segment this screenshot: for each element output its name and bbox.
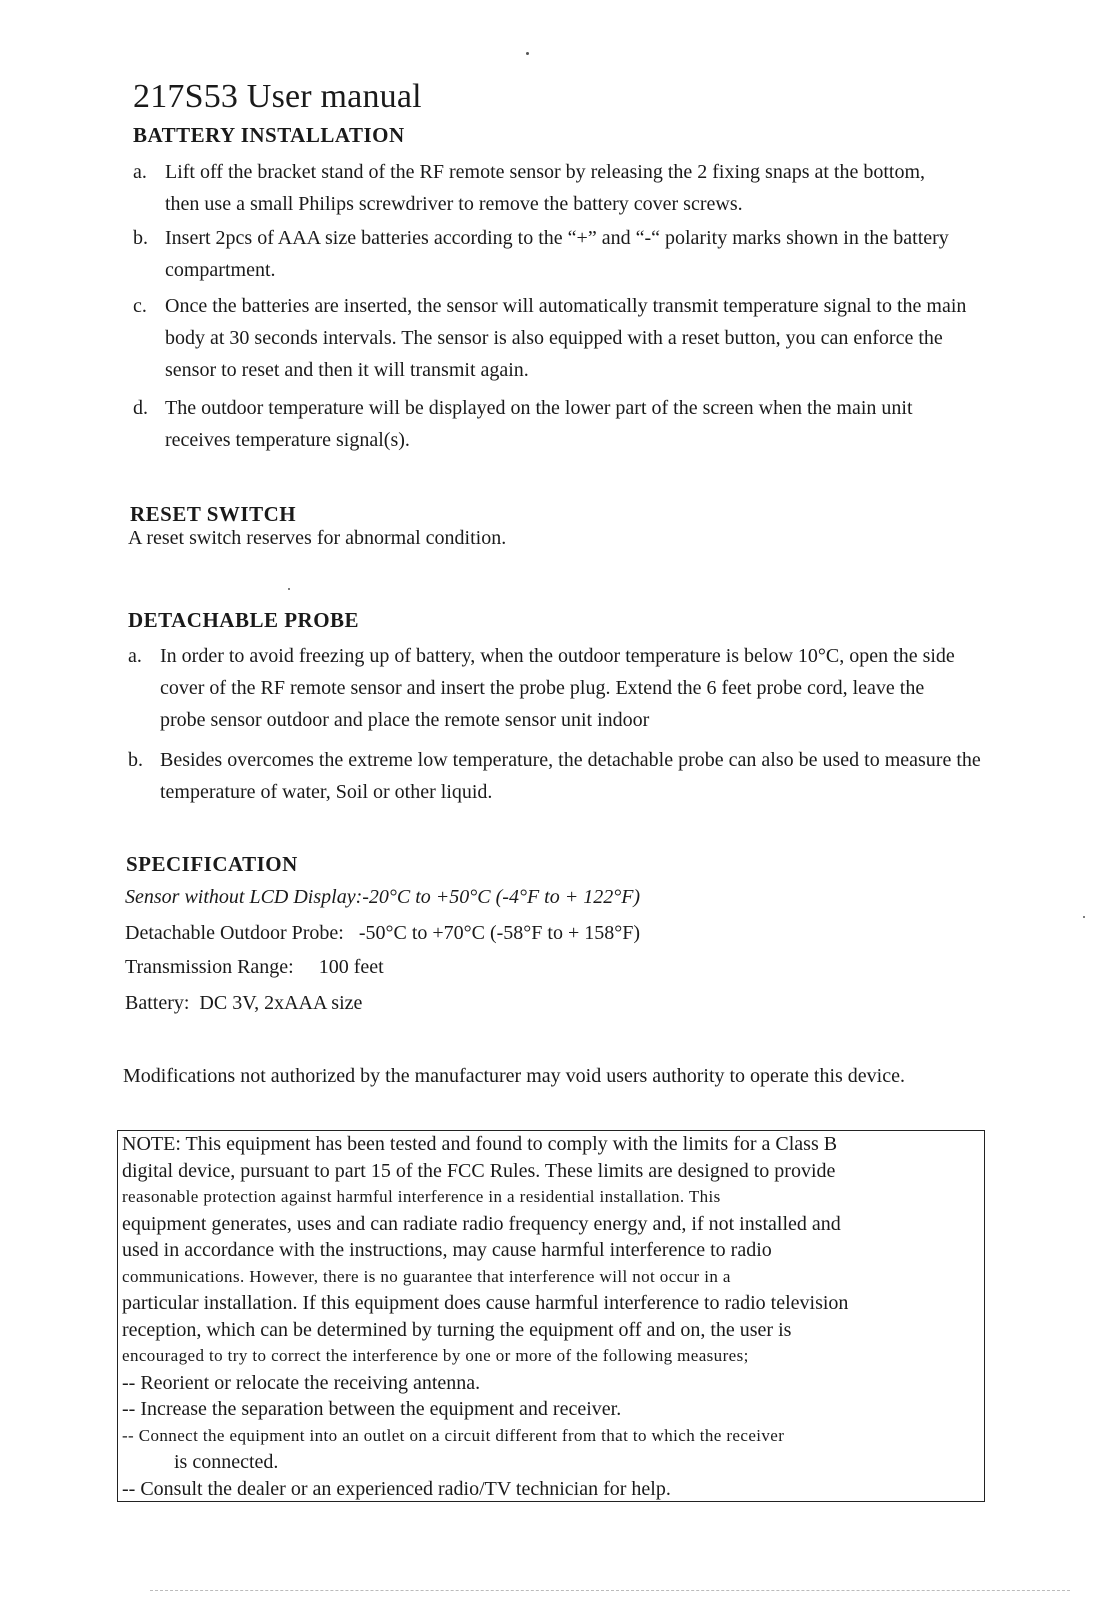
list-item	[128, 744, 988, 808]
reset-switch-heading: RESET SWITCH	[130, 502, 297, 526]
list-marker: b.	[128, 749, 143, 771]
fcc-note-line: particular installation. If this equipment does cause harmful interference to radio television	[122, 1292, 849, 1314]
fcc-note-box	[117, 1130, 985, 1502]
spec-sensor-range: Sensor without LCD Display:-20°C to +50°C (-4°F to + 122°F)	[125, 886, 641, 908]
document-title: 217S53 User manual	[133, 78, 422, 115]
fcc-note-line: -- Connect the equipment into an outlet on a circuit different from that to which the receiver	[122, 1425, 785, 1445]
spec-battery: Battery: DC 3V, 2xAAA size	[125, 992, 363, 1014]
list-item-text: Once the batteries are inserted, the sensor will automatically transmit temperature signal to the main body at 30 seconds intervals. The sensor is also equipped with a reset button, you can enforce the sensor to reset and then it will transmit again.	[165, 295, 967, 381]
fcc-note-line: reception, which can be determined by turning the equipment off and on, the user is	[122, 1318, 792, 1341]
reset-switch-text: A reset switch reserves for abnormal condition.	[128, 527, 507, 549]
list-item-text: Besides overcomes the extreme low temperature, the detachable probe can also be used to measure the temperature of water, Soil or other liquid.	[160, 749, 981, 803]
list-item	[133, 392, 968, 456]
list-marker: a.	[128, 645, 142, 667]
list-marker: a.	[133, 161, 147, 183]
list-item	[128, 640, 973, 736]
list-marker: b.	[133, 227, 148, 249]
modifications-warning: Modifications not authorized by the manufacturer may void users authority to operate this device.	[123, 1065, 905, 1087]
spec-transmission-range: Transmission Range: 100 feet	[125, 956, 384, 978]
fcc-note-line: NOTE: This equipment has been tested and found to comply with the limits for a Class B	[122, 1133, 838, 1155]
fcc-note-line: -- Reorient or relocate the receiving antenna.	[122, 1371, 481, 1394]
list-item-text: In order to avoid freezing up of battery, when the outdoor temperature is below 10°C, open the side cover of the RF remote sensor and insert the probe plug. Extend the 6 feet probe cord, leave the probe sensor outdoor and place the remote sensor unit indoor	[160, 645, 955, 731]
scan-edge-noise	[150, 1590, 1070, 1593]
detachable-probe-heading: DETACHABLE PROBE	[128, 608, 360, 632]
fcc-note-line: is connected.	[174, 1451, 279, 1473]
fcc-note-line: encouraged to try to correct the interference by one or more of the following measures;	[122, 1346, 749, 1365]
fcc-note-line: used in accordance with the instructions, may cause harmful interference to radio	[122, 1239, 772, 1261]
spec-probe-range: Detachable Outdoor Probe: -50°C to +70°C (-58°F to + 158°F)	[125, 922, 641, 944]
list-item-text: Insert 2pcs of AAA size batteries according to the “+” and “-“ polarity marks shown in the battery compartment.	[165, 227, 949, 281]
list-item	[133, 290, 968, 386]
list-item	[133, 156, 963, 220]
fcc-note-line: -- Consult the dealer or an experienced radio/TV technician for help.	[122, 1477, 671, 1500]
list-item-text: The outdoor temperature will be displayed on the lower part of the screen when the main unit receives temperature signal(s).	[165, 397, 913, 451]
fcc-note-line: -- Increase the separation between the equipment and receiver.	[122, 1398, 622, 1420]
specification-heading: SPECIFICATION	[126, 852, 298, 876]
fcc-note-line: reasonable protection against harmful interference in a residential installation. This	[122, 1187, 721, 1206]
battery-installation-heading: BATTERY INSTALLATION	[133, 123, 405, 147]
fcc-note-line: digital device, pursuant to part 15 of the FCC Rules. These limits are designed to provide	[122, 1159, 836, 1182]
list-marker: c.	[133, 295, 147, 317]
list-item	[133, 222, 983, 286]
scan-speck	[288, 588, 290, 590]
scan-speck	[526, 52, 529, 55]
fcc-note-line: equipment generates, uses and can radiate radio frequency energy and, if not installed and	[122, 1212, 841, 1235]
list-marker: d.	[133, 397, 148, 419]
fcc-note-line: communications. However, there is no guarantee that interference will not occur in a	[122, 1266, 731, 1286]
list-item-text: Lift off the bracket stand of the RF remote sensor by releasing the 2 fixing snaps at the bottom, then use a small Philips screwdriver to remove the battery cover screws.	[165, 161, 926, 215]
scan-speck	[1083, 916, 1085, 918]
